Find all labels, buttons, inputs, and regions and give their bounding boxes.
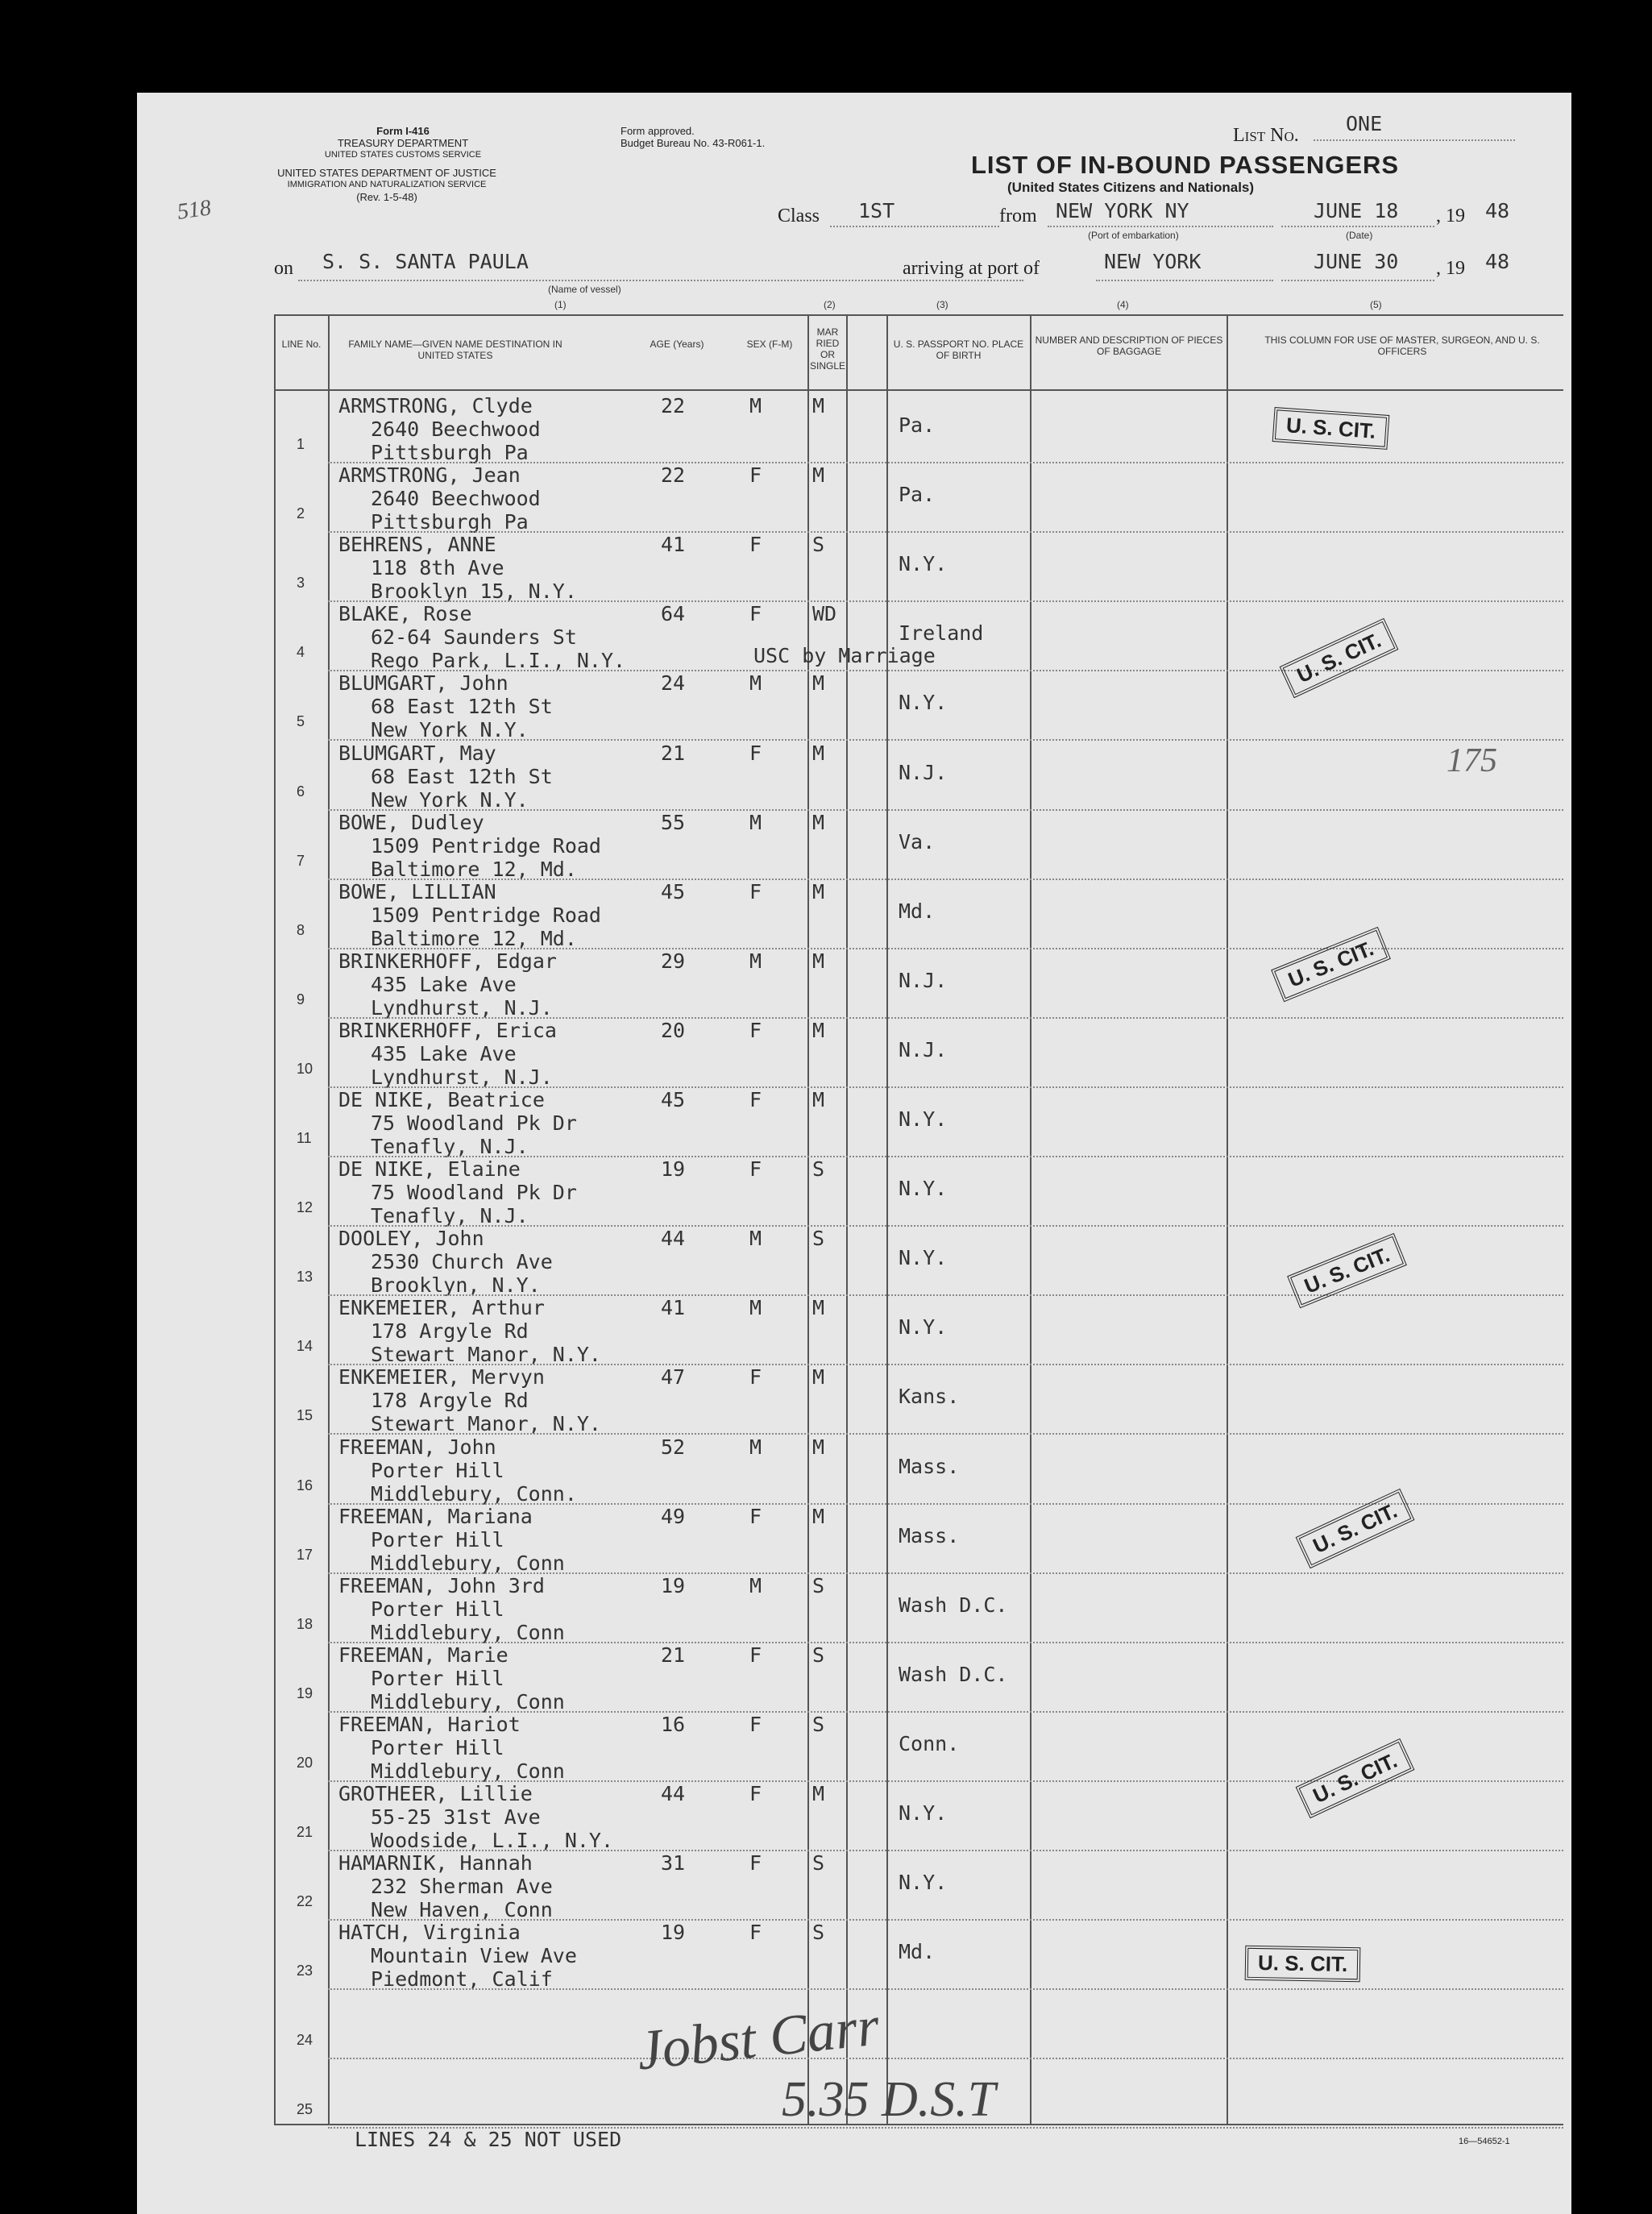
passenger-age: 21 xyxy=(661,1643,686,1667)
table-row xyxy=(137,1088,1571,1157)
from-year: 48 xyxy=(1485,199,1510,222)
table-row xyxy=(137,741,1571,811)
passenger-marital-status: S xyxy=(812,1851,825,1875)
arrival-port: NEW YORK xyxy=(1104,250,1202,273)
passenger-address-2: Middlebury, Conn xyxy=(371,1551,565,1575)
us-cit-stamp: U. S. CIT. xyxy=(1271,927,1391,1003)
passenger-age: 22 xyxy=(661,394,686,417)
passenger-name: ENKEMEIER, Arthur xyxy=(338,1296,545,1320)
passenger-marital-status: M xyxy=(812,1435,825,1459)
table-row xyxy=(137,533,1571,602)
us-cit-stamp: U. S. CIT. xyxy=(1296,1489,1415,1569)
passenger-age: 21 xyxy=(661,741,686,765)
passenger-sex: M xyxy=(749,1296,762,1320)
passenger-birthplace: Mass. xyxy=(899,1454,960,1478)
header-age: AGE (Years) xyxy=(650,339,704,350)
port-embark-caption: (Port of embarkation) xyxy=(1088,230,1179,241)
signature: Jobst Carr xyxy=(633,1995,882,2083)
passenger-address-1: 2530 Church Ave xyxy=(371,1250,553,1274)
passenger-address-2: Middlebury, Conn xyxy=(371,1759,565,1783)
passenger-birthplace: Pa. xyxy=(899,413,936,437)
line-number: 18 xyxy=(297,1615,313,1632)
passenger-name: BRINKERHOFF, Erica xyxy=(338,1018,557,1042)
line-number: 9 xyxy=(297,991,305,1007)
passenger-address-2: Pittsburgh Pa xyxy=(371,441,529,464)
us-cit-stamp: U. S. CIT. xyxy=(1272,407,1390,450)
from-date: JUNE 18 xyxy=(1314,199,1399,222)
table-row xyxy=(137,1296,1571,1365)
passenger-birthplace: N.Y. xyxy=(899,1801,948,1825)
passenger-address-1: Porter Hill xyxy=(371,1597,504,1621)
passenger-marital-status: WD xyxy=(812,602,837,626)
passenger-address-2: Baltimore 12, Md. xyxy=(371,857,577,881)
line-number: 14 xyxy=(297,1338,313,1355)
passenger-marital-status: S xyxy=(812,1643,825,1667)
line-number: 5 xyxy=(297,713,305,730)
col-num-4: (4) xyxy=(1117,299,1129,310)
passenger-address-2: New Haven, Conn xyxy=(371,1898,553,1922)
passenger-age: 41 xyxy=(661,533,686,557)
passenger-address-2: New York N.Y. xyxy=(371,718,529,742)
header-married: MAR RIED OR SINGLE xyxy=(810,326,846,372)
line-number: 24 xyxy=(297,2032,313,2049)
passenger-address-1: Mountain View Ave xyxy=(371,1944,577,1968)
passenger-sex: F xyxy=(749,879,762,903)
passenger-name: DOOLEY, John xyxy=(338,1227,484,1251)
passenger-marital-status: S xyxy=(812,533,825,557)
passenger-name: ENKEMEIER, Mervyn xyxy=(338,1365,545,1389)
line-number: 13 xyxy=(297,1269,313,1286)
passenger-address-1: 118 8th Ave xyxy=(371,556,504,580)
passenger-address-2: Middlebury, Conn. xyxy=(371,1481,577,1506)
budget-bureau: Budget Bureau No. 43-R061-1. xyxy=(621,137,766,149)
side-number: 175 xyxy=(1447,742,1497,779)
col-num-3: (3) xyxy=(936,299,948,310)
us-cit-stamp: U. S. CIT. xyxy=(1245,1946,1361,1982)
passenger-name: FREEMAN, John xyxy=(338,1435,496,1459)
passenger-marital-status: M xyxy=(812,1018,825,1042)
passenger-birthplace: N.Y. xyxy=(899,691,948,715)
passenger-age: 45 xyxy=(661,1088,686,1111)
from-port: NEW YORK NY xyxy=(1056,199,1189,222)
passenger-marital-status: S xyxy=(812,1227,825,1251)
passenger-address-2: Lyndhurst, N.J. xyxy=(371,1065,553,1089)
line-number: 11 xyxy=(297,1130,312,1146)
passenger-marital-status: M xyxy=(812,1088,825,1111)
passenger-sex: M xyxy=(749,1573,762,1597)
passenger-name: FREEMAN, John 3rd xyxy=(338,1573,545,1597)
passenger-age: 55 xyxy=(661,810,686,834)
passenger-address-2: Middlebury, Conn xyxy=(371,1620,565,1644)
passenger-age: 64 xyxy=(661,602,686,626)
passenger-address-1: 435 Lake Ave xyxy=(371,972,517,996)
passenger-birthplace: Ireland xyxy=(899,621,984,646)
justice-dept: UNITED STATES DEPARTMENT OF JUSTICE xyxy=(277,167,496,179)
passenger-age: 20 xyxy=(661,1018,686,1042)
header-passport: U. S. PASSPORT NO. PLACE OF BIRTH xyxy=(893,339,1024,361)
passenger-birthplace: N.Y. xyxy=(899,1315,948,1340)
line-number: 15 xyxy=(297,1407,313,1424)
passenger-sex: F xyxy=(749,1643,762,1667)
passenger-sex: M xyxy=(749,394,762,417)
passenger-address-2: Tenafly, N.J. xyxy=(371,1135,529,1158)
line-number: 12 xyxy=(297,1199,313,1216)
passenger-name: BLUMGART, John xyxy=(338,671,508,696)
passenger-birthplace: Kans. xyxy=(899,1385,960,1409)
treasury-dept: TREASURY DEPARTMENT xyxy=(337,137,469,149)
passenger-sex: F xyxy=(749,1504,762,1528)
passenger-birthplace: Md. xyxy=(899,1940,936,1964)
passenger-marital-status: S xyxy=(812,1921,825,1945)
passenger-address-1: 68 East 12th St xyxy=(371,695,553,719)
passenger-birthplace: N.Y. xyxy=(899,1177,948,1201)
col-num-2: (2) xyxy=(824,299,836,310)
passenger-marital-status: M xyxy=(812,671,825,696)
table-row xyxy=(137,463,1571,533)
from-label: from xyxy=(999,206,1037,226)
line-number: 10 xyxy=(297,1060,313,1077)
passenger-manifest-form xyxy=(137,93,1571,2214)
line-number: 4 xyxy=(297,644,305,661)
passenger-marital-status: M xyxy=(812,879,825,903)
vessel-caption: (Name of vessel) xyxy=(548,284,621,295)
passenger-sex: F xyxy=(749,463,762,488)
passenger-marital-status: M xyxy=(812,949,825,973)
passenger-name: FREEMAN, Hariot xyxy=(338,1712,521,1736)
form-approved: Form approved. xyxy=(621,125,695,137)
line-number: 20 xyxy=(297,1754,313,1771)
passenger-address-2: Pittsburgh Pa xyxy=(371,510,529,534)
form-title: LIST OF IN-BOUND PASSENGERS xyxy=(971,151,1400,179)
form-number: Form I-416 xyxy=(376,125,430,137)
passenger-address-1: 68 East 12th St xyxy=(371,764,553,788)
passenger-address-1: Porter Hill xyxy=(371,1527,504,1551)
passenger-address-1: 178 Argyle Rd xyxy=(371,1319,529,1344)
margin-note: 518 xyxy=(175,195,213,225)
header-baggage: NUMBER AND DESCRIPTION OF PIECES OF BAGGAGE xyxy=(1035,334,1223,357)
passenger-address-1: 55-25 31st Ave xyxy=(371,1805,541,1829)
class-value: 1ST xyxy=(858,199,895,222)
passenger-age: 45 xyxy=(661,879,686,903)
passenger-address-2: Lyndhurst, N.J. xyxy=(371,995,553,1020)
passenger-age: 47 xyxy=(661,1365,686,1389)
passenger-name: HATCH, Virginia xyxy=(338,1921,521,1945)
passenger-marital-status: S xyxy=(812,1712,825,1736)
passenger-sex: F xyxy=(749,1921,762,1945)
passenger-age: 29 xyxy=(661,949,686,973)
passenger-age: 16 xyxy=(661,1712,686,1736)
passenger-address-1: Porter Hill xyxy=(371,1666,504,1690)
passenger-address-1: 62-64 Saunders St xyxy=(371,625,577,650)
line-number: 7 xyxy=(297,852,305,869)
passenger-address-2: Baltimore 12, Md. xyxy=(371,926,577,950)
passenger-birthplace: Mass. xyxy=(899,1523,960,1547)
passenger-address-2: Rego Park, L.I., N.Y. xyxy=(371,649,626,673)
passenger-age: 24 xyxy=(661,671,686,696)
passenger-age: 19 xyxy=(661,1921,686,1945)
arrival-year: 48 xyxy=(1485,250,1510,273)
from-year-prefix: , 19 xyxy=(1436,206,1465,226)
table-row xyxy=(137,811,1571,880)
table-row xyxy=(137,1435,1571,1505)
passenger-citizenship-note: USC by Marriage xyxy=(753,644,936,668)
passenger-name: ARMSTRONG, Clyde xyxy=(338,394,533,417)
passenger-address-2: Stewart Manor, N.Y. xyxy=(371,1412,601,1436)
passenger-sex: F xyxy=(749,1365,762,1389)
line-number: 1 xyxy=(297,436,305,452)
passenger-sex: M xyxy=(749,810,762,834)
revision: (Rev. 1-5-48) xyxy=(356,191,417,203)
passenger-age: 31 xyxy=(661,1851,686,1875)
passenger-name: BOWE, LILLIAN xyxy=(338,879,496,903)
passenger-name: BEHRENS, ANNE xyxy=(338,533,496,557)
signature-time: 5.35 D.S.T xyxy=(782,2072,996,2127)
passenger-birthplace: N.J. xyxy=(899,760,948,784)
table-row xyxy=(137,671,1571,741)
passenger-name: FREEMAN, Mariana xyxy=(338,1504,533,1528)
passenger-age: 22 xyxy=(661,463,686,488)
passenger-age: 52 xyxy=(661,1435,686,1459)
passenger-name: ARMSTRONG, Jean xyxy=(338,463,521,488)
passenger-name: BOWE, Dudley xyxy=(338,810,484,834)
passenger-birthplace: N.Y. xyxy=(899,1871,948,1895)
passenger-sex: F xyxy=(749,1782,762,1805)
passenger-birthplace: Pa. xyxy=(899,483,936,507)
passenger-marital-status: M xyxy=(812,1504,825,1528)
passenger-address-2: Tenafly, N.J. xyxy=(371,1204,529,1228)
passenger-age: 19 xyxy=(661,1157,686,1182)
arrival-date: JUNE 30 xyxy=(1314,250,1399,273)
footer-note: LINES 24 & 25 NOT USED xyxy=(355,2128,622,2151)
line-number: 8 xyxy=(297,921,305,938)
line-number: 23 xyxy=(297,1963,313,1979)
passenger-name: HAMARNIK, Hannah xyxy=(338,1851,533,1875)
passenger-age: 49 xyxy=(661,1504,686,1528)
passenger-address-1: 2640 Beechwood xyxy=(371,417,541,441)
passenger-birthplace: Va. xyxy=(899,829,936,854)
vessel-name: S. S. SANTA PAULA xyxy=(322,250,529,273)
line-number: 25 xyxy=(297,2101,313,2118)
col-num-5: (5) xyxy=(1370,299,1382,310)
passenger-sex: F xyxy=(749,1712,762,1736)
passenger-address-1: 1509 Pentridge Road xyxy=(371,833,601,858)
passenger-name: BLAKE, Rose xyxy=(338,602,472,626)
passenger-sex: M xyxy=(749,949,762,973)
passenger-marital-status: M xyxy=(812,1782,825,1805)
header-name: FAMILY NAME—GIVEN NAME DESTINATION IN UNITED STATES xyxy=(348,339,562,361)
header-sex: SEX (F-M) xyxy=(746,339,793,350)
passenger-age: 41 xyxy=(661,1296,686,1320)
customs-service: UNITED STATES CUSTOMS SERVICE xyxy=(324,150,482,160)
passenger-birthplace: N.Y. xyxy=(899,1246,948,1270)
passenger-address-1: 178 Argyle Rd xyxy=(371,1389,529,1413)
list-no-value: ONE xyxy=(1346,112,1383,135)
line-number: 3 xyxy=(297,575,305,592)
line-number: 2 xyxy=(297,505,305,522)
passenger-sex: F xyxy=(749,1157,762,1182)
passenger-name: GROTHEER, Lillie xyxy=(338,1782,533,1805)
passenger-age: 44 xyxy=(661,1782,686,1805)
passenger-sex: M xyxy=(749,1435,762,1459)
line-number: 16 xyxy=(297,1477,313,1493)
passenger-sex: F xyxy=(749,741,762,765)
passenger-sex: F xyxy=(749,1018,762,1042)
passenger-marital-status: M xyxy=(812,1365,825,1389)
table-row xyxy=(137,1365,1571,1435)
arriving-label: arriving at port of xyxy=(903,258,1040,279)
class-label: Class xyxy=(778,206,820,226)
passenger-sex: F xyxy=(749,1851,762,1875)
header-officers: THIS COLUMN FOR USE OF MASTER, SURGEON, AND U. S. OFFICERS xyxy=(1264,334,1540,357)
arrival-year-prefix: , 19 xyxy=(1436,258,1465,279)
passenger-marital-status: M xyxy=(812,810,825,834)
passenger-marital-status: M xyxy=(812,394,825,417)
passenger-address-1: 1509 Pentridge Road xyxy=(371,903,601,927)
passenger-address-1: Porter Hill xyxy=(371,1458,504,1482)
line-number: 19 xyxy=(297,1684,313,1701)
header-line: LINE No. xyxy=(281,339,322,350)
passenger-sex: M xyxy=(749,671,762,696)
passenger-marital-status: M xyxy=(812,463,825,488)
us-cit-stamp: U. S. CIT. xyxy=(1296,1738,1415,1819)
line-number: 6 xyxy=(297,783,305,800)
immigration-service: IMMIGRATION AND NATURALIZATION SERVICE xyxy=(287,180,487,189)
form-subtitle: (United States Citizens and Nationals) xyxy=(1007,180,1255,195)
passenger-address-1: 75 Woodland Pk Dr xyxy=(371,1181,577,1205)
passenger-sex: F xyxy=(749,602,762,626)
passenger-birthplace: N.Y. xyxy=(899,1107,948,1131)
passenger-birthplace: Wash D.C. xyxy=(899,1662,1008,1686)
passenger-name: DE NIKE, Elaine xyxy=(338,1157,521,1182)
passenger-address-2: New York N.Y. xyxy=(371,787,529,812)
date-caption: (Date) xyxy=(1346,230,1373,241)
passenger-marital-status: M xyxy=(812,1296,825,1320)
passenger-birthplace: N.J. xyxy=(899,1037,948,1061)
table-row xyxy=(137,1851,1571,1921)
passenger-name: FREEMAN, Marie xyxy=(338,1643,508,1667)
passenger-marital-status: M xyxy=(812,741,825,765)
passenger-address-1: 435 Lake Ave xyxy=(371,1041,517,1065)
passenger-address-1: 232 Sherman Ave xyxy=(371,1875,553,1899)
us-cit-stamp: U. S. CIT. xyxy=(1287,1233,1407,1309)
passenger-marital-status: S xyxy=(812,1573,825,1597)
passenger-birthplace: Conn. xyxy=(899,1731,960,1755)
line-number: 21 xyxy=(297,1824,313,1840)
passenger-sex: M xyxy=(749,1227,762,1251)
passenger-address-2: Brooklyn, N.Y. xyxy=(371,1273,541,1298)
passenger-address-1: Porter Hill xyxy=(371,1735,504,1759)
passenger-birthplace: N.J. xyxy=(899,968,948,992)
line-number: 17 xyxy=(297,1546,313,1563)
col-num-1: (1) xyxy=(554,299,567,310)
passenger-birthplace: Md. xyxy=(899,899,936,923)
passenger-name: BRINKERHOFF, Edgar xyxy=(338,949,557,973)
passenger-age: 19 xyxy=(661,1573,686,1597)
us-cit-stamp: U. S. CIT. xyxy=(1280,618,1399,699)
passenger-marital-status: S xyxy=(812,1157,825,1182)
passenger-sex: F xyxy=(749,1088,762,1111)
passenger-name: BLUMGART, May xyxy=(338,741,496,765)
passenger-birthplace: N.Y. xyxy=(899,552,948,576)
passenger-sex: F xyxy=(749,533,762,557)
passenger-address-2: Stewart Manor, N.Y. xyxy=(371,1343,601,1367)
passenger-birthplace: Wash D.C. xyxy=(899,1593,1008,1617)
line-number: 22 xyxy=(297,1893,313,1910)
footer-code: 16—54652-1 xyxy=(1459,2137,1510,2146)
passenger-name: DE NIKE, Beatrice xyxy=(338,1088,545,1111)
table-row xyxy=(137,1643,1571,1713)
table-row xyxy=(137,1157,1571,1227)
on-label: on xyxy=(274,258,293,279)
passenger-address-2: Woodside, L.I., N.Y. xyxy=(371,1829,614,1852)
table-row xyxy=(137,1019,1571,1088)
passenger-address-2: Piedmont, Calif xyxy=(371,1967,553,1992)
passenger-address-2: Middlebury, Conn xyxy=(371,1689,565,1713)
passenger-address-1: 2640 Beechwood xyxy=(371,487,541,511)
table-row xyxy=(137,1574,1571,1643)
list-no-label: List No. xyxy=(1233,125,1299,146)
passenger-age: 44 xyxy=(661,1227,686,1251)
passenger-address-2: Brooklyn 15, N.Y. xyxy=(371,579,577,604)
passenger-address-1: 75 Woodland Pk Dr xyxy=(371,1111,577,1135)
